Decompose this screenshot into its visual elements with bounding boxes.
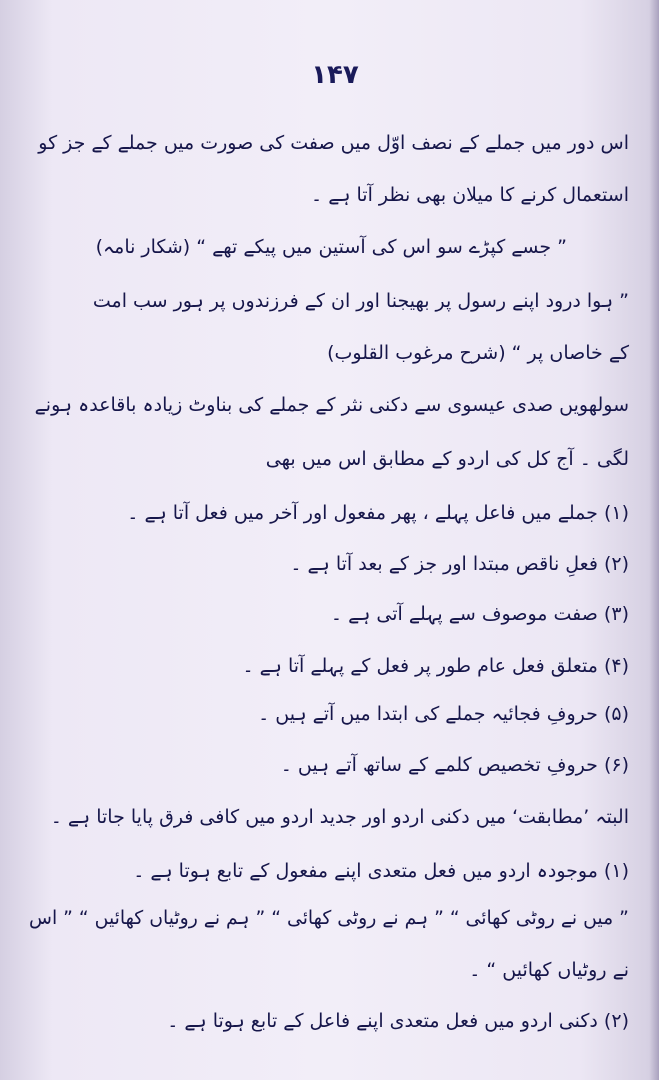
quote-line: نے روٹیاں کھائیں “ ۔ (469, 959, 629, 981)
text-line: لگی ۔ آج کل کی اردو کے مطابق اس میں بھی (265, 448, 629, 470)
list-item: (۳) صفت موصوف سے پہلے آتی ہے ۔ (330, 603, 629, 625)
list-item: (۱) جملے میں فاعل پہلے ، پھر مفعول اور آخر میں فعل آتا ہے ۔ (127, 502, 629, 524)
list-item: (۲) فعلِ ناقص مبتدا اور جز کے بعد آتا ہے ۔ (290, 553, 629, 575)
quote-line: کے خاصاں پر “ (شرح مرغوب القلوب) (327, 342, 629, 364)
quote-line: ” ہوا درود اپنے رسول پر بھیجنا اور ان کے فرزندوں پر ہور سب امت (92, 290, 629, 312)
page-number: ۱۴۷ (311, 60, 359, 90)
list-item: (۲) دکنی اردو میں فعل متعدی اپنے فاعل کے تابع ہوتا ہے ۔ (167, 1010, 629, 1032)
text-line: استعمال کرنے کا میلان بھی نظر آتا ہے ۔ (311, 184, 629, 206)
list-item: (۱) موجودہ اردو میں فعل متعدی اپنے مفعول کے تابع ہوتا ہے ۔ (133, 860, 629, 882)
list-item: (۴) متعلق فعل عام طور پر فعل کے پہلے آتا ہے ۔ (242, 655, 629, 677)
quote-line: ” جسے کپڑے سو اس کی آستین میں پیکے تھے “ (شکار نامہ) (95, 236, 567, 258)
list-item: (۶) حروفِ تخصیص کلمے کے ساتھ آتے ہیں ۔ (280, 754, 629, 776)
text-line: سولھویں صدی عیسوی سے دکنی نثر کے جملے کی بناوٹ زیادہ باقاعدہ ہونے (34, 394, 629, 416)
quote-line: ” میں نے روٹی کھائی “ ” ہم نے روٹی کھائی “ ” ہم نے روٹیاں کھائیں “ ” اس (29, 907, 629, 929)
list-item: (۵) حروفِ فجائیہ جملے کی ابتدا میں آتے ہیں ۔ (258, 703, 629, 725)
text-line: اس دور میں جملے کے نصف اوّل میں صفت کی صورت میں جملے کے جز کو (38, 132, 629, 154)
text-line: البتہ ’مطابقت‘ میں دکنی اردو اور جدید اردو میں کافی فرق پایا جاتا ہے ۔ (50, 806, 629, 828)
